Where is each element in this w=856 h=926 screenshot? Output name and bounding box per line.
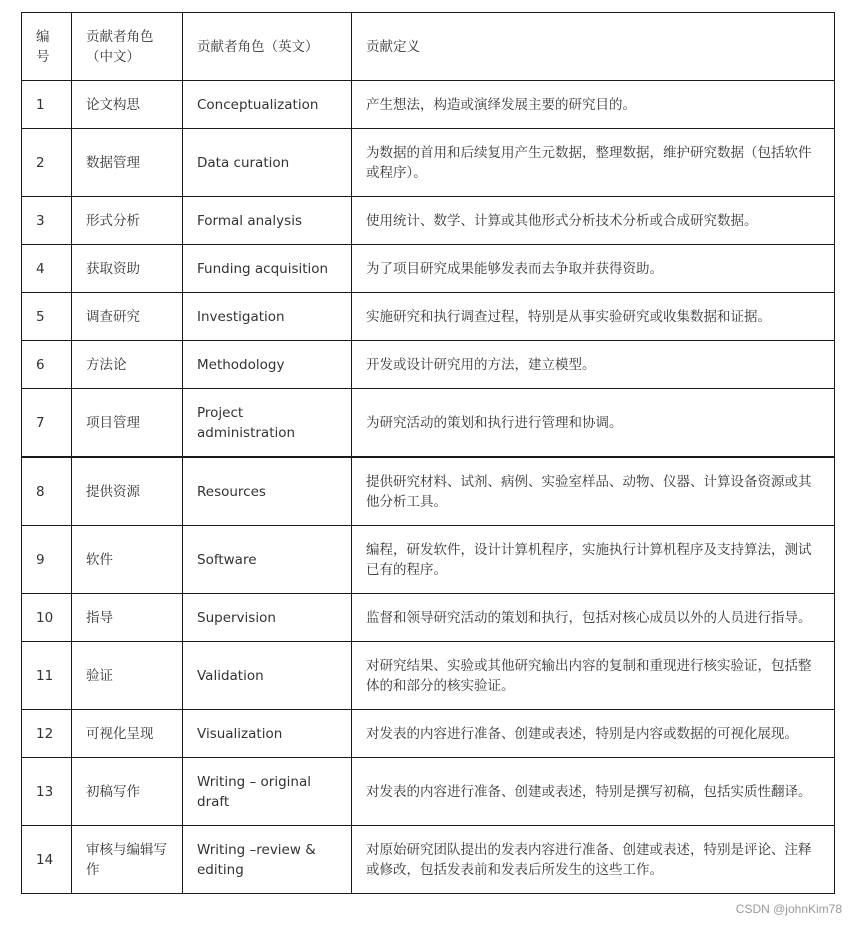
cell-number: 8 xyxy=(22,457,72,526)
cell-role-en: Funding acquisition xyxy=(183,245,352,293)
cell-definition: 为数据的首用和后续复用产生元数据，整理数据，维护研究数据（包括软件或程序）。 xyxy=(352,129,835,197)
cell-definition: 编程，研发软件，设计计算机程序，实施执行计算机程序及支持算法，测试已有的程序。 xyxy=(352,526,835,594)
cell-role-zh: 软件 xyxy=(72,526,183,594)
table-row xyxy=(22,594,835,642)
cell-number: 12 xyxy=(22,710,72,758)
cell-role-en: Project administration xyxy=(183,389,352,458)
cell-role-en: Supervision xyxy=(183,594,352,642)
table-row xyxy=(22,197,835,245)
cell-role-zh: 形式分析 xyxy=(72,197,183,245)
table-row xyxy=(22,341,835,389)
cell-role-en: Visualization xyxy=(183,710,352,758)
cell-number: 14 xyxy=(22,826,72,894)
cell-definition: 实施研究和执行调查过程，特别是从事实验研究或收集数据和证据。 xyxy=(352,293,835,341)
table-row xyxy=(22,642,835,710)
cell-role-en: Writing –review & editing xyxy=(183,826,352,894)
table-row xyxy=(22,526,835,594)
cell-number: 2 xyxy=(22,129,72,197)
cell-number: 3 xyxy=(22,197,72,245)
cell-role-zh: 数据管理 xyxy=(72,129,183,197)
cell-definition: 产生想法，构造或演绎发展主要的研究目的。 xyxy=(352,81,835,129)
cell-role-en: Investigation xyxy=(183,293,352,341)
cell-role-zh: 调查研究 xyxy=(72,293,183,341)
table-row xyxy=(22,245,835,293)
cell-definition: 对发表的内容进行准备、创建或表述，特别是撰写初稿，包括实质性翻译。 xyxy=(352,758,835,826)
table-row xyxy=(22,758,835,826)
cell-role-en: Resources xyxy=(183,457,352,526)
cell-definition: 开发或设计研究用的方法，建立模型。 xyxy=(352,341,835,389)
cell-role-en: Data curation xyxy=(183,129,352,197)
cell-number: 10 xyxy=(22,594,72,642)
table-row xyxy=(22,826,835,894)
table-row xyxy=(22,710,835,758)
csdn-watermark: CSDN @johnKim78 xyxy=(735,902,842,916)
cell-role-zh: 指导 xyxy=(72,594,183,642)
cell-number: 11 xyxy=(22,642,72,710)
cell-definition: 对发表的内容进行准备、创建或表述，特别是内容或数据的可视化展现。 xyxy=(352,710,835,758)
cell-role-zh: 可视化呈现 xyxy=(72,710,183,758)
cell-number: 4 xyxy=(22,245,72,293)
cell-number: 6 xyxy=(22,341,72,389)
cell-role-en: Methodology xyxy=(183,341,352,389)
contributor-roles-table xyxy=(21,12,835,894)
cell-role-zh: 获取资助 xyxy=(72,245,183,293)
cell-definition: 使用统计、数学、计算或其他形式分析技术分析或合成研究数据。 xyxy=(352,197,835,245)
header-definition: 贡献定义 xyxy=(352,13,835,81)
header-role-en: 贡献者角色（英文） xyxy=(183,13,352,81)
header-role-zh: 贡献者角色（中文） xyxy=(72,13,183,81)
cell-role-zh: 初稿写作 xyxy=(72,758,183,826)
cell-role-en: Conceptualization xyxy=(183,81,352,129)
cell-role-en: Validation xyxy=(183,642,352,710)
table-row xyxy=(22,389,835,458)
table-row xyxy=(22,129,835,197)
table-row xyxy=(22,293,835,341)
table-header-row xyxy=(22,13,835,81)
cell-number: 5 xyxy=(22,293,72,341)
header-number: 编号 xyxy=(22,13,72,81)
cell-role-en: Writing – original draft xyxy=(183,758,352,826)
cell-definition: 提供研究材料、试剂、病例、实验室样品、动物、仪器、计算设备资源或其他分析工具。 xyxy=(352,457,835,526)
cell-number: 13 xyxy=(22,758,72,826)
cell-definition: 对原始研究团队提出的发表内容进行准备、创建或表述，特别是评论、注释或修改，包括发表前和发表后所发生的这些工作。 xyxy=(352,826,835,894)
cell-role-zh: 验证 xyxy=(72,642,183,710)
cell-role-en: Software xyxy=(183,526,352,594)
cell-number: 9 xyxy=(22,526,72,594)
cell-role-zh: 项目管理 xyxy=(72,389,183,458)
cell-role-en: Formal analysis xyxy=(183,197,352,245)
cell-role-zh: 方法论 xyxy=(72,341,183,389)
cell-definition: 为研究活动的策划和执行进行管理和协调。 xyxy=(352,389,835,458)
cell-definition: 为了项目研究成果能够发表而去争取并获得资助。 xyxy=(352,245,835,293)
cell-role-zh: 论文构思 xyxy=(72,81,183,129)
cell-definition: 对研究结果、实验或其他研究输出内容的复制和重现进行核实验证，包括整体的和部分的核实验证。 xyxy=(352,642,835,710)
cell-definition: 监督和领导研究活动的策划和执行，包括对核心成员以外的人员进行指导。 xyxy=(352,594,835,642)
table-row xyxy=(22,457,835,526)
cell-number: 1 xyxy=(22,81,72,129)
table-row xyxy=(22,81,835,129)
cell-role-zh: 提供资源 xyxy=(72,457,183,526)
cell-number: 7 xyxy=(22,389,72,458)
cell-role-zh: 审核与编辑写作 xyxy=(72,826,183,894)
